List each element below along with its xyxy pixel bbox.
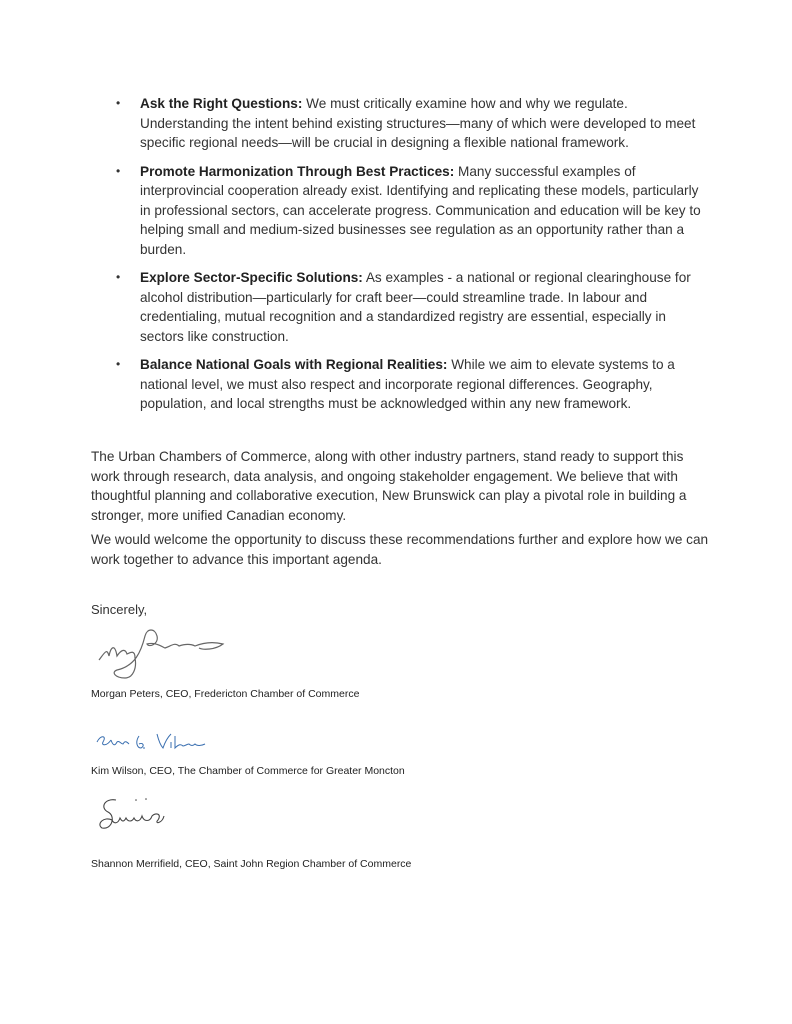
bullet-text: While we aim to elevate systems to a national level, we must also respect and incorporate regional differences. Geography, population, and local strengths must be acknowledged within any new framework.: [140, 357, 675, 411]
signature-stroke: [97, 734, 205, 748]
signature-kim-wilson: [93, 728, 213, 756]
bullet-text: As examples - a national or regional clearinghouse for alcohol distribution—particularly for craft beer—could streamline trade. In labour and credentialing, mutual recognition and a standardized registry are essential, especially in sectors like construction.: [140, 270, 691, 344]
list-item: [112, 268, 702, 346]
bullet-heading: Explore Sector-Specific Solutions:: [140, 270, 363, 285]
list-item: [112, 355, 702, 414]
list-item: [112, 94, 702, 153]
bullet-text: We must critically examine how and why we regulate. Understanding the intent behind existing structures—many of which were developed to meet specific regional needs—will be crucial in designing a flexible national framework.: [140, 96, 696, 150]
bullet-icon: •: [116, 163, 121, 178]
signature-stroke: [100, 800, 164, 828]
bullet-icon: •: [116, 96, 121, 110]
signature-morgan-peters: [95, 622, 235, 682]
closing: Sincerely,: [91, 602, 148, 617]
recommendations-list: [112, 94, 702, 423]
bullet-heading: Ask the Right Questions:: [140, 96, 303, 111]
bullet-icon: •: [116, 270, 121, 284]
signatory-kim-wilson: Kim Wilson, CEO, The Chamber of Commerce for Greater Moncton: [91, 765, 405, 777]
bullet-icon: •: [116, 357, 121, 371]
bullet-text: Many successful examples of interprovincial cooperation already exist. Identifying and replicating these models, particularly in professional sectors, can accelerate progress. Communication and education will be key to helping small and medium-sized businesses see regulation as an opportunity rather than a burden.: [140, 163, 701, 257]
welcome-paragraph: We would welcome the opportunity to discuss these recommendations further and explore how we can work together to advance this important agenda.: [91, 532, 709, 567]
signature-dot: [135, 799, 137, 801]
bullet-heading: Balance National Goals with Regional Realities:: [140, 357, 448, 372]
signature-stroke: [99, 630, 223, 678]
signatory-shannon-merrifield: Shannon Merrifield, CEO, Saint John Region Chamber of Commerce: [91, 858, 412, 870]
support-paragraph: The Urban Chambers of Commerce, along with other industry partners, stand ready to support this work through research, data analysis, and ongoing stakeholder engagement. We believe that with thoughtful planning and collaborative execution, New Brunswick can play a pivotal role in building a stronger, more unified Canadian economy.: [91, 449, 687, 523]
signature-shannon-merrifield: [96, 794, 176, 834]
signatory-morgan-peters: Morgan Peters, CEO, Fredericton Chamber of Commerce: [91, 688, 360, 700]
signature-dot: [145, 798, 147, 800]
bullet-heading: Promote Harmonization Through Best Practices:: [140, 163, 455, 179]
list-item: [112, 162, 702, 260]
